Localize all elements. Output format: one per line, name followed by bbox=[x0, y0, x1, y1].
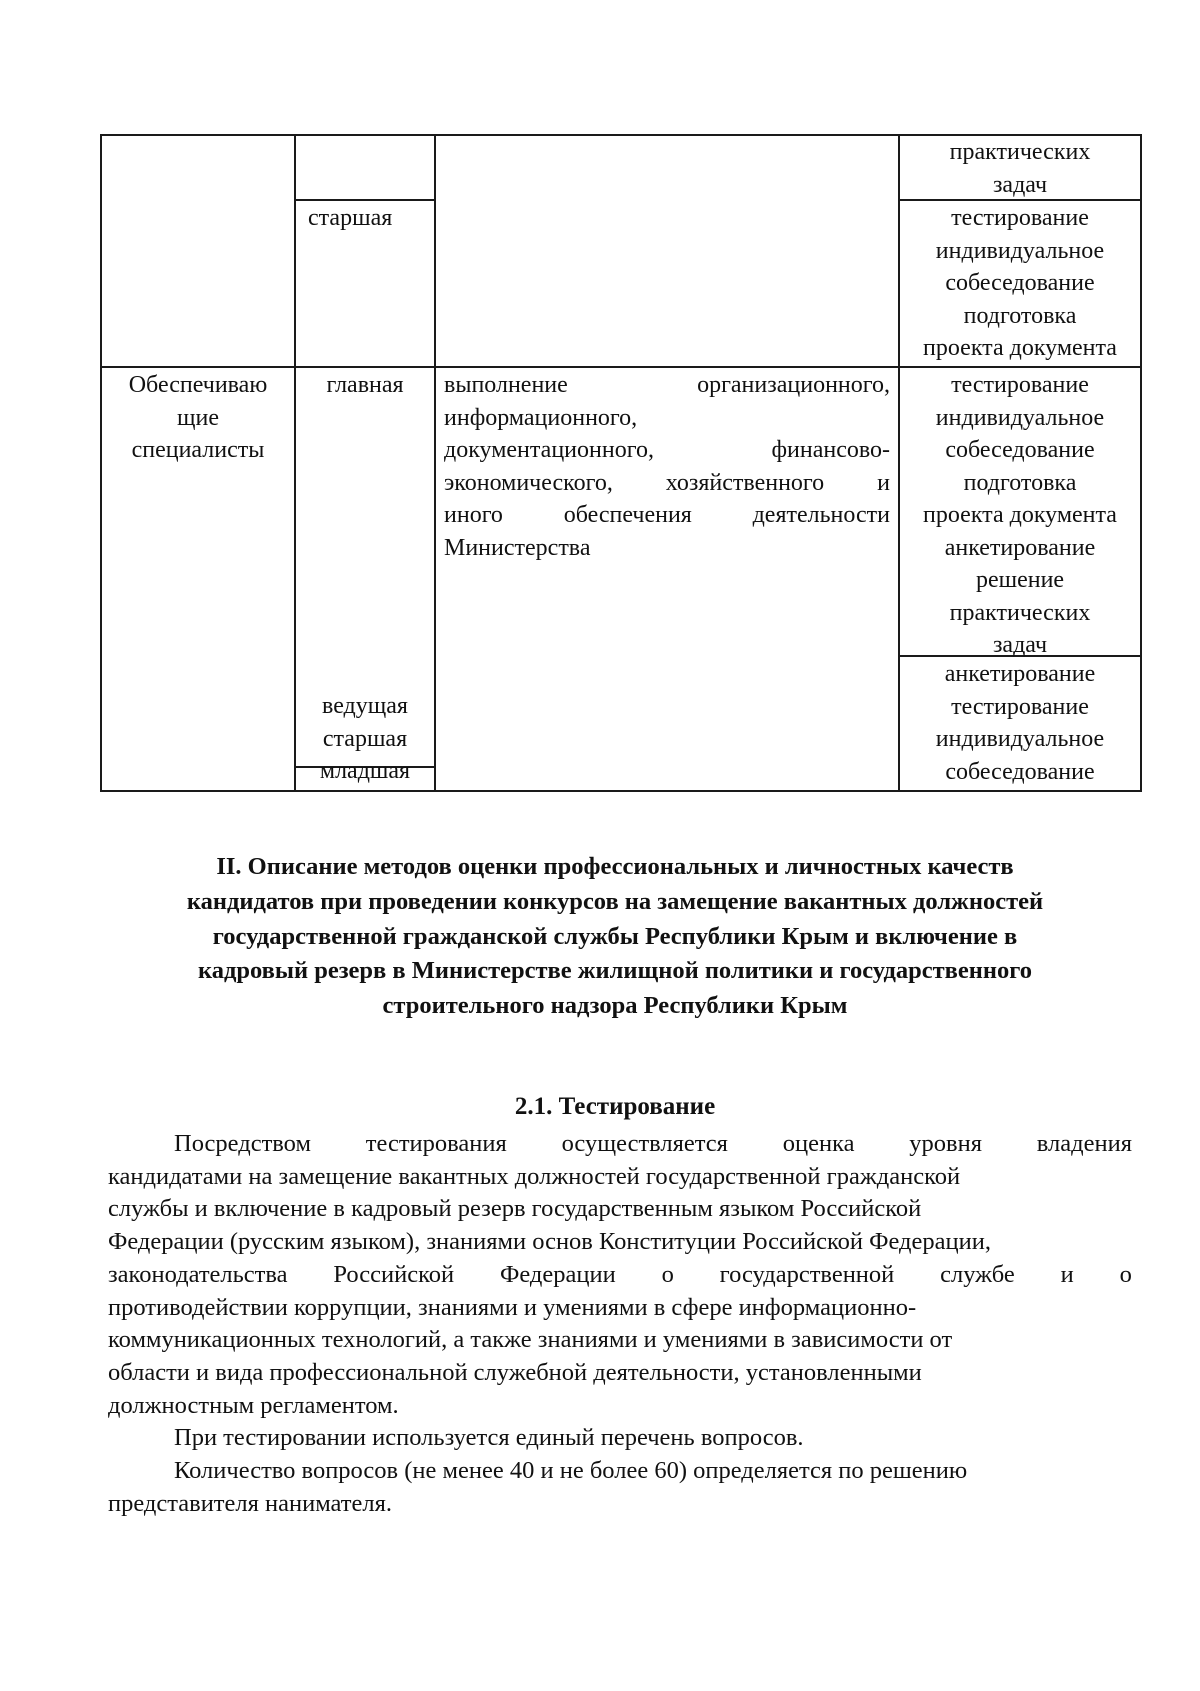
paragraph-line: противодействии коррупции, знаниями и умениями в сфере информационно- bbox=[108, 1293, 917, 1321]
paragraph-line: законодательства Российской Федерации о государственной службе и о bbox=[108, 1260, 1132, 1288]
body-text bbox=[108, 1128, 1132, 1520]
table-border-bottom bbox=[100, 790, 1142, 792]
table-divider-col2 bbox=[434, 134, 436, 792]
table-divider-row bbox=[294, 199, 434, 201]
table-cell-groups: ведущая старшая младшая bbox=[319, 693, 411, 784]
paragraph-line: области и вида профессиональной служебной деятельности, установленными bbox=[108, 1358, 922, 1386]
table-cell-group: старшая bbox=[308, 205, 393, 231]
table-cell-methods-continued: практических задач bbox=[949, 139, 1091, 198]
paragraph-line: кандидатами на замещение вакантных должностей государственной гражданской bbox=[108, 1162, 961, 1190]
paragraph-line: Федерации (русским языком), знаниями основ Конституции Российской Федерации, bbox=[108, 1228, 991, 1256]
table-cell-methods: анкетирование тестирование индивидуальное собеседование bbox=[935, 661, 1105, 785]
paragraph-line: службы и включение в кадровый резерв государственным языком Российской bbox=[108, 1195, 922, 1223]
methods-table bbox=[100, 134, 1142, 792]
table-cell-group: главная bbox=[326, 372, 404, 398]
table-cell-methods: тестирование индивидуальное собеседование подготовка проекта документа анкетирование решение практических задач bbox=[923, 372, 1117, 658]
table-divider-row bbox=[100, 366, 1142, 368]
paragraph-line: Посредством тестирования осуществляется оценка уровня владения bbox=[174, 1130, 1132, 1157]
table-cell-requirements: выполнение организационного, информационного, документационного, финансово- экономического, хозяйственного и иного обеспечения деятельности Министерства bbox=[444, 372, 890, 561]
paragraph-line: коммуникационных технологий, а также знаниями и умениями в зависимости от bbox=[108, 1326, 953, 1354]
table-border-right bbox=[1140, 134, 1142, 792]
subsection-title: 2.1. Тестирование bbox=[514, 1093, 716, 1120]
table-cell-methods: тестирование индивидуальное собеседование подготовка проекта документа bbox=[923, 205, 1117, 361]
paragraph-line: представителя нанимателя. bbox=[108, 1489, 392, 1517]
paragraph-line: должностным регламентом. bbox=[108, 1391, 399, 1419]
section-heading: II. Описание методов оценки профессиональных и личностных качеств кандидатов при проведении конкурсов на замещение вакантных должностей государственной гражданской службы Республики Крым и включение в кадровый резерв в Министерстве жилищной политики и государственного строительного надзора Республики Крым bbox=[186, 853, 1044, 1020]
paragraph-line: Количество вопросов (не менее 40 и не более 60) определяется по решению bbox=[174, 1457, 968, 1485]
table-cell-category: Обеспечиваю щие специалисты bbox=[128, 372, 268, 463]
paragraph-line: При тестировании используется единый перечень вопросов. bbox=[174, 1424, 804, 1452]
